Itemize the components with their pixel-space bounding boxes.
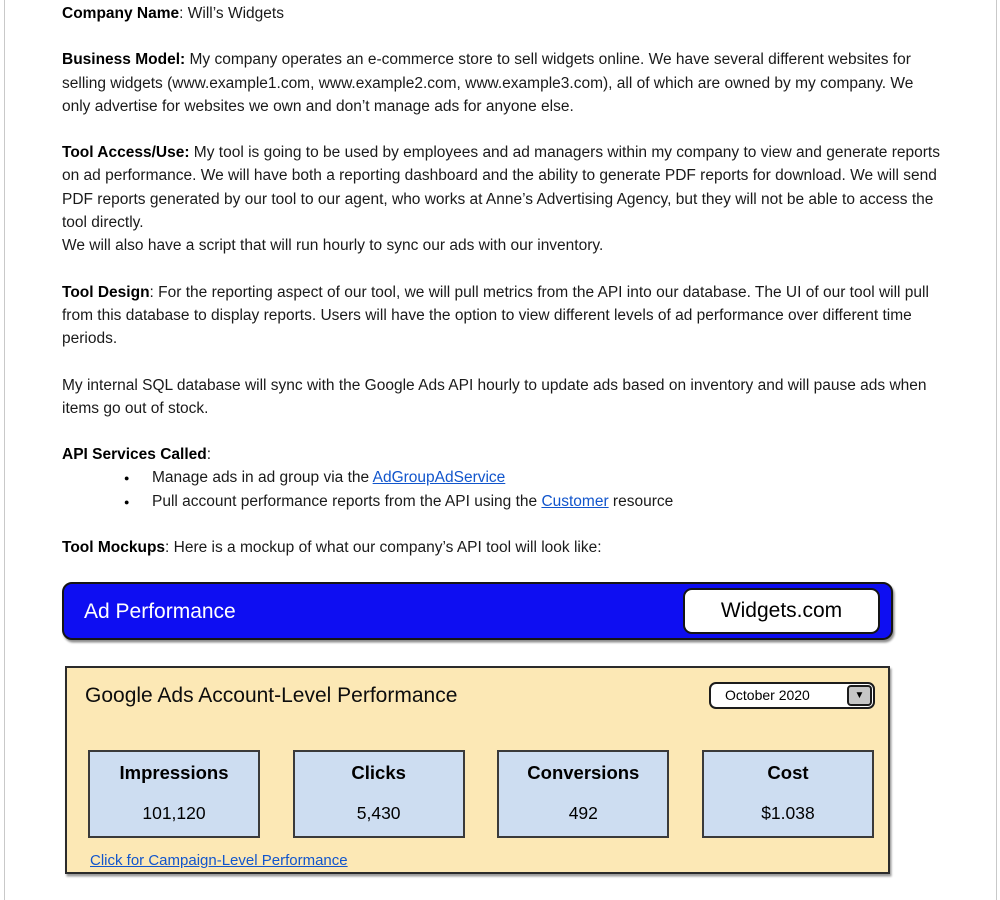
tool-mockups-label: Tool Mockups xyxy=(62,539,166,557)
list-item-text: Pull account performance reports from the API using the xyxy=(152,492,542,510)
tool-design-label: Tool Design xyxy=(62,283,150,301)
sql-sync-text: My internal SQL database will sync with the Google Ads API hourly to update ads based on inventory and will pause ads when items go out of stock. xyxy=(62,376,927,417)
list-item-adgroupadservice xyxy=(152,466,942,489)
metric-label: Clicks xyxy=(351,762,406,784)
tool-access-text: My tool is going to be used by employees and ad managers within my company to view and generate reports on ad performance. We will have both a reporting dashboard and the ability to generate PDF reports for download. We will send PDF reports generated by our tool to our agent, who works at Anne’s Advertising Agency, but they will not be able to access the tool directly. xyxy=(62,144,940,232)
panel-title: Google Ads Account-Level Performance xyxy=(85,684,458,708)
mockup-app-bar xyxy=(62,582,893,640)
business-model-label: Business Model: xyxy=(62,51,186,69)
panel-link-row xyxy=(67,838,888,872)
business-model-text: My company operates an e-commerce store to sell widgets online. We have several different websites for selling widgets (www.example1.com, www.example2.com, www.example3.com), all of which are owned by my company. We only advertise for websites we own and don’t manage ads for anyone else. xyxy=(62,51,914,115)
tool-design-text: : For the reporting aspect of our tool, we will pull metrics from the API into our database. The UI of our tool will pull from this database to display reports. Users will have the option to view different levels of ad performance over different time periods. xyxy=(62,283,929,348)
month-dropdown-value: October 2020 xyxy=(725,687,810,704)
company-name-value: : Will’s Widgets xyxy=(179,5,284,22)
metric-label: Impressions xyxy=(119,762,229,784)
mockup-report-panel xyxy=(65,666,890,874)
list-item-customer xyxy=(152,490,942,513)
mockup-app-title: Ad Performance xyxy=(84,599,236,623)
metric-cards-row xyxy=(67,750,888,838)
adgroupadservice-link[interactable]: AdGroupAdService xyxy=(372,469,506,487)
list-item-text: Manage ads in ad group via the xyxy=(152,469,373,487)
month-dropdown[interactable] xyxy=(709,682,875,709)
api-services-heading xyxy=(62,443,942,466)
metric-label: Conversions xyxy=(527,762,640,784)
business-model-paragraph xyxy=(62,48,942,118)
tool-mockups-text: : Here is a mockup of what our company’s API tool will look like: xyxy=(165,539,602,557)
campaign-level-performance-link[interactable]: Click for Campaign-Level Performance xyxy=(90,852,348,870)
dropdown-arrow-button[interactable] xyxy=(847,685,872,706)
widgets-site-button[interactable]: Widgets.com xyxy=(683,588,880,634)
api-services-colon: : xyxy=(206,446,212,464)
metric-value: 492 xyxy=(568,803,598,824)
metric-card-conversions xyxy=(497,750,669,838)
metric-card-clicks xyxy=(293,750,465,838)
document-body xyxy=(62,2,942,874)
metric-card-cost xyxy=(702,750,874,838)
page-edge-right xyxy=(996,0,997,900)
customer-link[interactable]: Customer xyxy=(541,492,609,510)
chevron-down-icon: ▼ xyxy=(854,689,865,701)
metric-label: Cost xyxy=(767,762,809,784)
metric-value: 101,120 xyxy=(142,803,206,824)
tool-access-paragraph xyxy=(62,141,942,257)
metric-card-impressions xyxy=(88,750,260,838)
tool-access-label: Tool Access/Use: xyxy=(62,144,190,162)
list-item-text-post: resource xyxy=(608,492,674,510)
tool-design-paragraph xyxy=(62,281,942,351)
metric-value: $1.038 xyxy=(761,803,815,824)
page-edge-left xyxy=(4,0,5,900)
sql-sync-paragraph xyxy=(62,374,942,421)
metric-value: 5,430 xyxy=(356,803,401,824)
tool-mockups-paragraph xyxy=(62,536,942,559)
tool-access-script-note: We will also have a script that will run hourly to sync our ads with our inventory. xyxy=(62,237,604,255)
api-services-list xyxy=(62,466,942,513)
company-name-label: Company Name xyxy=(62,5,180,22)
company-name-paragraph xyxy=(62,2,942,25)
api-services-label: API Services Called xyxy=(62,446,207,464)
panel-header xyxy=(67,668,888,709)
